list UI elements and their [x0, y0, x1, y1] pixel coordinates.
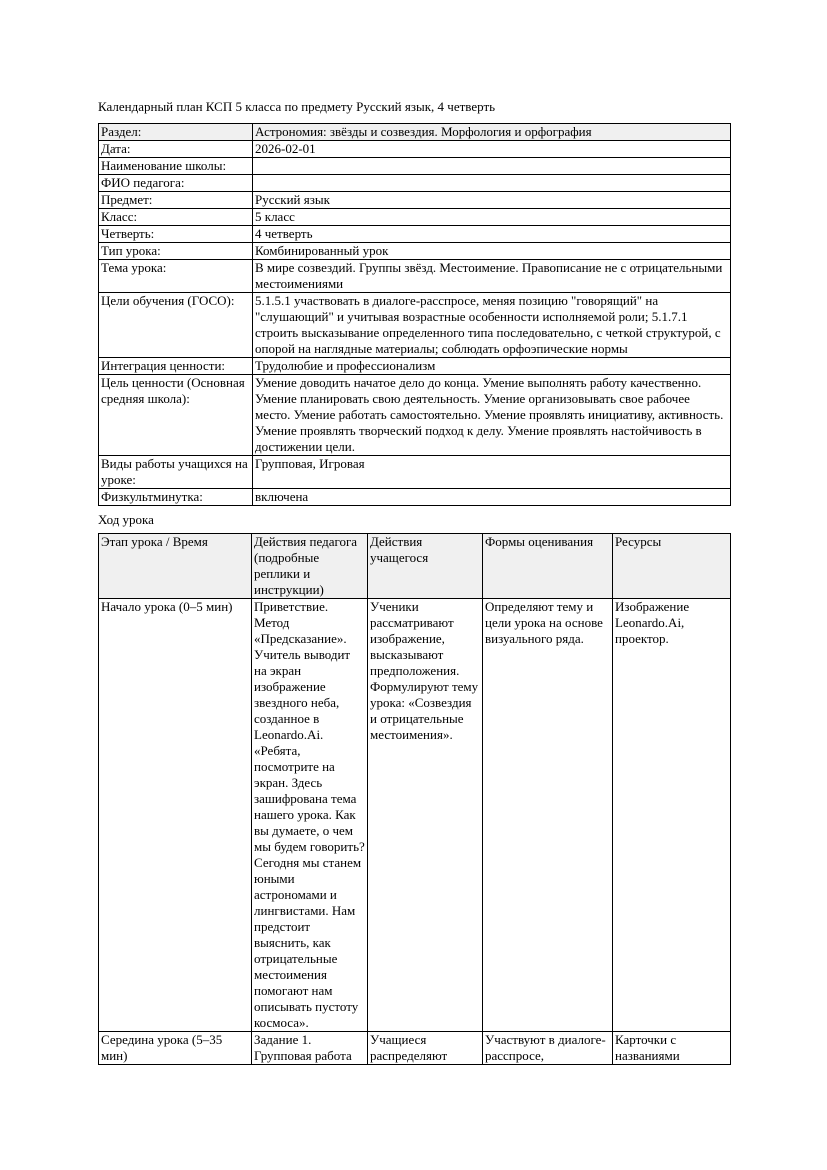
table-row	[99, 260, 731, 293]
assessment-cell: Определяют тему и цели урока на основе визуального ряда.	[483, 599, 613, 1032]
section-heading: Ход урока	[98, 512, 154, 527]
document-title: Календарный план КСП 5 класса по предмету Русский язык, 4 четверть	[98, 99, 496, 114]
info-label: Тип урока:	[99, 243, 253, 260]
info-value: 2026-02-01	[253, 141, 731, 158]
info-label: Класс:	[99, 209, 253, 226]
info-label: Дата:	[99, 141, 253, 158]
info-label: Физкультминутка:	[99, 489, 253, 506]
table-row	[99, 141, 731, 158]
lesson-info-table	[98, 123, 731, 506]
info-value: Трудолюбие и профессионализм	[253, 358, 731, 375]
info-label: Четверть:	[99, 226, 253, 243]
table-row	[99, 1032, 731, 1065]
table-row	[99, 175, 731, 192]
info-value: 4 четверть	[253, 226, 731, 243]
table-row	[99, 243, 731, 260]
table-row	[99, 192, 731, 209]
info-label: Наименование школы:	[99, 158, 253, 175]
assessment-cell: Участвуют в диалоге-расспросе,	[483, 1032, 613, 1065]
student-actions-cell: Учащиеся распределяют	[368, 1032, 483, 1065]
table-header-row	[99, 534, 731, 599]
column-header-teacher-actions: Действия педагога (подробные реплики и инструкции)	[252, 534, 368, 599]
column-header-stage: Этап урока / Время	[99, 534, 252, 599]
info-label: Цель ценности (Основная средняя школа):	[99, 375, 253, 456]
info-value	[253, 175, 731, 192]
info-value: В мире созвездий. Группы звёзд. Местоимение. Правописание не с отрицательными местоимениями	[253, 260, 731, 293]
info-label: Тема урока:	[99, 260, 253, 293]
table-row	[99, 456, 731, 489]
info-value	[253, 158, 731, 175]
info-value: включена	[253, 489, 731, 506]
document-content	[98, 99, 730, 1065]
table-row	[99, 124, 731, 141]
column-header-student-actions: Действия учащегося	[368, 534, 483, 599]
info-value: Комбинированный урок	[253, 243, 731, 260]
table-row	[99, 358, 731, 375]
info-label: Цели обучения (ГОСО):	[99, 293, 253, 358]
table-row	[99, 599, 731, 1032]
resources-cell: Карточки с названиями	[613, 1032, 731, 1065]
table-row	[99, 209, 731, 226]
table-row	[99, 158, 731, 175]
info-value: Групповая, Игровая	[253, 456, 731, 489]
table-row	[99, 489, 731, 506]
student-actions-cell: Ученики рассматривают изображение, высказывают предположения. Формулируют тему урока: «Созвездия и отрицательные местоимения».	[368, 599, 483, 1032]
table-row	[99, 226, 731, 243]
info-value: 5 класс	[253, 209, 731, 226]
info-value: Умение доводить начатое дело до конца. Умение выполнять работу качественно. Умение планировать свою деятельность. Умение организовывать свое рабочее место. Умение работать самостоятельно. Умение проявлять инициативу, активность. Умение проявлять творческий подход к делу. Умение проявлять настойчивость в достижении цели.	[253, 375, 731, 456]
column-header-resources: Ресурсы	[613, 534, 731, 599]
info-value: Русский язык	[253, 192, 731, 209]
info-label: ФИО педагога:	[99, 175, 253, 192]
info-label: Виды работы учащихся на уроке:	[99, 456, 253, 489]
stage-cell: Середина урока (5–35 мин)	[99, 1032, 252, 1065]
info-label: Предмет:	[99, 192, 253, 209]
teacher-actions-cell: Задание 1. Групповая работа	[252, 1032, 368, 1065]
resources-cell: Изображение Leonardo.Ai, проектор.	[613, 599, 731, 1032]
info-value: 5.1.5.1 участвовать в диалоге-расспросе, меняя позицию "говорящий" на "слушающий" и учитывая возрастные особенности исполняемой роли; 5.1.7.1 строить высказывание определенного типа последовательно, с четкой структурой, с опорой на наглядные материалы; соблюдать орфоэпические нормы	[253, 293, 731, 358]
table-row	[99, 375, 731, 456]
teacher-actions-cell: Приветствие. Метод «Предсказание». Учитель выводит на экран изображение звездного неба, созданное в Leonardo.Ai. «Ребята, посмотрите на экран. Здесь зашифрована тема нашего урока. Как вы думаете, о чем мы будем говорить? Сегодня мы станем юными астрономами и лингвистами. Нам предстоит выяснить, как отрицательные местоимения помогают нам описывать пустоту космоса».	[252, 599, 368, 1032]
column-header-assessment: Формы оценивания	[483, 534, 613, 599]
info-label: Интеграция ценности:	[99, 358, 253, 375]
lesson-flow-table	[98, 533, 731, 1065]
info-label: Раздел:	[99, 124, 253, 141]
stage-cell: Начало урока (0–5 мин)	[99, 599, 252, 1032]
info-value: Астрономия: звёзды и созвездия. Морфология и орфография	[253, 124, 731, 141]
table-row	[99, 293, 731, 358]
